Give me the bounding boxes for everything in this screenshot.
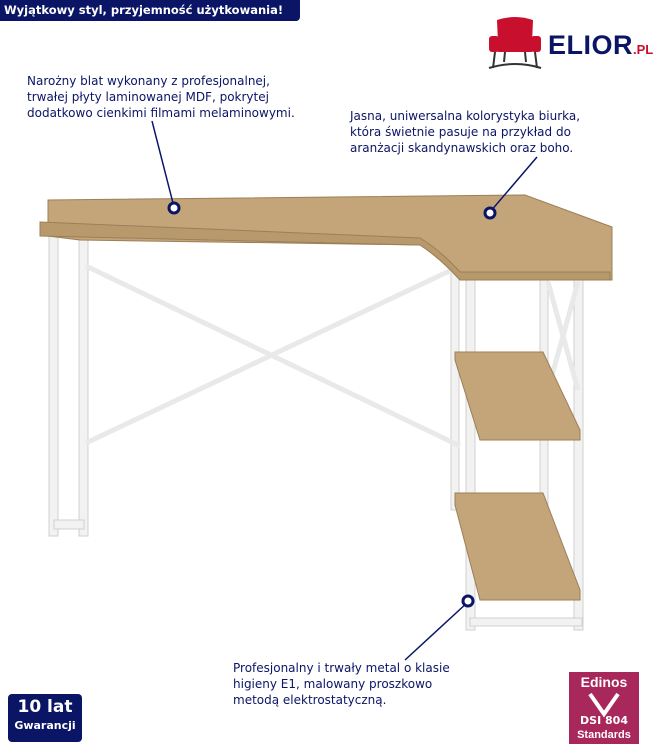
logo-suffix: .PL [633,42,653,57]
header-slogan: Wyjątkowy styl, przyjemność użytkowania! [4,3,284,17]
callout-line: metodą elektrostatyczną. [233,693,387,707]
edinos-name: Edinos [580,674,628,690]
callout-line: trwałej płyty laminowanej MDF, pokrytej [27,90,269,104]
callout-line: która świetnie pasuje na przykład do [350,125,571,139]
edinos-standard: Standards [577,729,631,741]
callout-line: Narożny blat wykonany z profesjonalnej, [27,74,270,88]
checkmark-icon [587,690,621,716]
warranty-label: Gwarancji [14,719,76,732]
callout-line: Jasna, uniwersalna kolorystyka biurka, [350,109,581,123]
edinos-badge [569,672,639,744]
desk-top [40,195,612,280]
callout-line: dodatkowo cienkimi filmami melaminowymi. [27,106,295,120]
logo-name: ELIOR [548,30,634,60]
warranty-badge [8,694,82,742]
edinos-code-left: DSI [580,714,602,727]
callout-line: Profesjonalny i trwały metal o klasie [233,661,450,675]
edinos-code [569,714,639,727]
edinos-code-right: 804 [605,714,628,727]
callout-line: higieny E1, malowany proszkowo [233,677,433,691]
warranty-years: 10 lat [17,697,73,717]
callout-line: aranżacji skandynawskich oraz boho. [350,141,574,155]
